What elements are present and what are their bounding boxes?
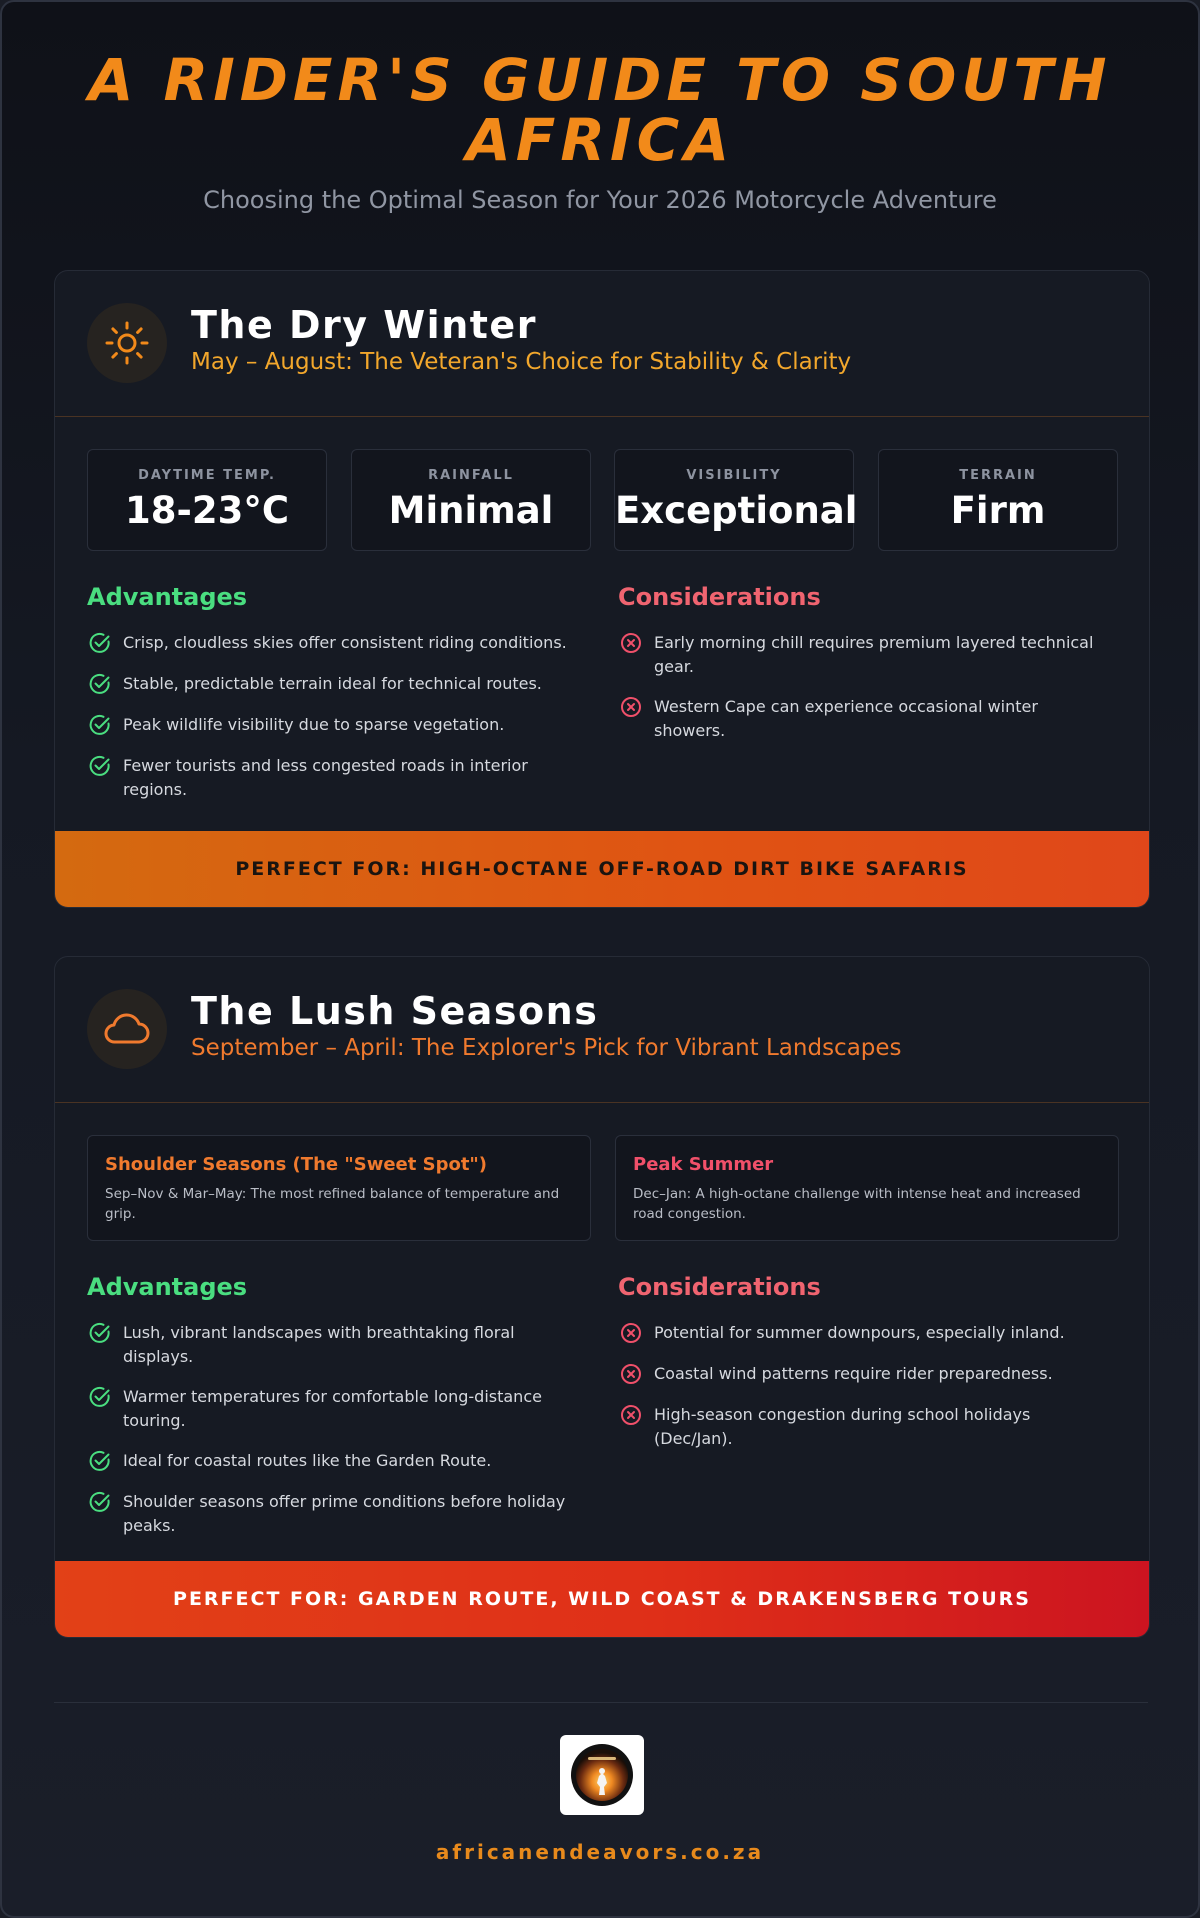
- check-circle-icon: [87, 1448, 113, 1474]
- considerations-heading: Considerations: [618, 583, 821, 611]
- list-item: [87, 1490, 567, 1538]
- list-item: [87, 754, 567, 802]
- sun-icon: [87, 303, 167, 383]
- x-circle-icon: [618, 630, 644, 656]
- lush-card: [54, 956, 1150, 1638]
- page-title: A RIDER'S GUIDE TO SOUTH AFRICA: [88, 46, 1112, 174]
- list-item: [87, 1385, 567, 1433]
- peak-summer-box: [615, 1135, 1119, 1241]
- check-circle-icon: [87, 671, 113, 697]
- stat-label: RAINFALL: [428, 468, 514, 483]
- list-item: [87, 672, 567, 697]
- consideration-text: Early morning chill requires premium layered technical gear.: [654, 633, 1094, 676]
- lush-card-header: [55, 957, 1149, 1103]
- stat-value: Exceptional: [615, 489, 858, 532]
- advantage-text: Ideal for coastal routes like the Garden Route.: [123, 1451, 492, 1470]
- lush-advantages: [87, 1273, 567, 1554]
- list-item: [87, 631, 567, 656]
- list-item: [618, 695, 1098, 743]
- list-item: [87, 1321, 567, 1369]
- advantage-text: Peak wildlife visibility due to sparse vegetation.: [123, 715, 505, 734]
- considerations-heading: Considerations: [618, 1273, 821, 1301]
- advantage-text: Crisp, cloudless skies offer consistent riding conditions.: [123, 633, 567, 652]
- advantages-heading: Advantages: [87, 1273, 248, 1301]
- winter-card-header: [55, 271, 1149, 417]
- stat-value: Firm: [950, 489, 1046, 532]
- list-item: [618, 1362, 1098, 1387]
- consideration-text: Potential for summer downpours, especially inland.: [654, 1323, 1065, 1342]
- advantage-text: Stable, predictable terrain ideal for technical routes.: [123, 674, 542, 693]
- consideration-text: Western Cape can experience occasional winter showers.: [654, 697, 1038, 740]
- season-title: Peak Summer: [633, 1154, 774, 1175]
- x-circle-icon: [618, 1402, 644, 1428]
- advantages-heading: Advantages: [87, 583, 248, 611]
- x-circle-icon: [618, 1361, 644, 1387]
- list-item: [87, 1449, 567, 1474]
- check-circle-icon: [87, 1320, 113, 1346]
- lush-banner: PERFECT FOR: GARDEN ROUTE, WILD COAST & DRAKENSBERG TOURS: [55, 1561, 1149, 1637]
- season-title: Shoulder Seasons (The "Sweet Spot"): [105, 1154, 488, 1175]
- winter-advantages: [87, 583, 567, 818]
- advantage-text: Lush, vibrant landscapes with breathtaking floral displays.: [123, 1323, 515, 1366]
- winter-title: The Dry Winter: [191, 303, 537, 347]
- stat-label: DAYTIME TEMP.: [138, 468, 276, 483]
- advantage-text: Fewer tourists and less congested roads in interior regions.: [123, 756, 528, 799]
- logo[interactable]: [560, 1735, 644, 1815]
- winter-stats: [87, 449, 1117, 551]
- stat-visibility: [614, 449, 858, 551]
- stat-terrain: [878, 449, 1118, 551]
- stat-temperature: [87, 449, 327, 551]
- stat-label: TERRAIN: [959, 468, 1037, 483]
- check-circle-icon: [87, 630, 113, 656]
- lush-title: The Lush Seasons: [191, 989, 599, 1033]
- stat-value: 18-23°C: [125, 489, 289, 532]
- season-desc: Sep–Nov & Mar–May: The most refined balance of temperature and grip.: [105, 1186, 560, 1222]
- check-circle-icon: [87, 712, 113, 738]
- winter-banner: PERFECT FOR: HIGH-OCTANE OFF-ROAD DIRT BIKE SAFARIS: [55, 831, 1149, 907]
- list-item: [87, 713, 567, 738]
- list-item: [618, 631, 1098, 679]
- check-circle-icon: [87, 753, 113, 779]
- winter-considerations: [618, 583, 1098, 759]
- stat-value: Minimal: [388, 489, 554, 532]
- shoulder-season-box: [87, 1135, 591, 1241]
- advantage-text: Warmer temperatures for comfortable long-distance touring.: [123, 1387, 542, 1430]
- consideration-text: High-season congestion during school holidays (Dec/Jan).: [654, 1405, 1031, 1448]
- logo-emblem: [570, 1743, 634, 1807]
- winter-subtitle: May – August: The Veteran's Choice for Stability & Clarity: [191, 349, 852, 375]
- footer-url[interactable]: africanendeavors.co.za: [435, 1840, 765, 1864]
- page-subtitle: Choosing the Optimal Season for Your 2026 Motorcycle Adventure: [203, 186, 997, 214]
- consideration-text: Coastal wind patterns require rider preparedness.: [654, 1364, 1053, 1383]
- stat-rainfall: [351, 449, 591, 551]
- lush-subtitle: September – April: The Explorer's Pick for Vibrant Landscapes: [191, 1035, 902, 1061]
- season-desc: Dec–Jan: A high-octane challenge with intense heat and increased road congestion.: [633, 1186, 1081, 1222]
- list-item: [618, 1321, 1098, 1346]
- check-circle-icon: [87, 1489, 113, 1515]
- advantage-text: Shoulder seasons offer prime conditions before holiday peaks.: [123, 1492, 566, 1535]
- cloud-icon: [87, 989, 167, 1069]
- footer-divider: [54, 1702, 1148, 1703]
- winter-card: [54, 270, 1150, 908]
- x-circle-icon: [618, 694, 644, 720]
- list-item: [618, 1403, 1098, 1451]
- x-circle-icon: [618, 1320, 644, 1346]
- stat-label: VISIBILITY: [686, 468, 782, 483]
- lush-considerations: [618, 1273, 1098, 1467]
- check-circle-icon: [87, 1384, 113, 1410]
